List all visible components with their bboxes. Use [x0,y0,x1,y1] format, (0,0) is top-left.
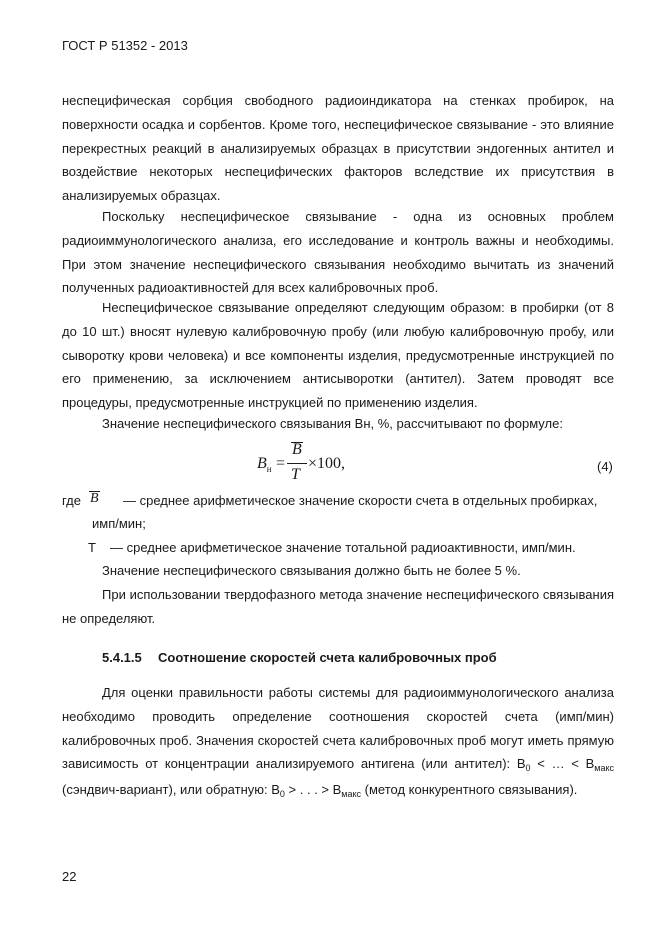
formula-fraction-bar [287,463,307,464]
where-definition-b: — среднее арифметическое значение скорости счета в отдельных пробирках, [123,493,598,508]
p7-subscript-max-b: макс [341,789,362,800]
formula-4 [250,441,410,493]
p7-subscript-max-a: макс [594,763,614,774]
document-code-header: ГОСТ Р 51352 - 2013 [62,38,188,53]
formula-lhs-symbol: B [257,455,267,472]
section-heading [102,650,497,665]
paragraph-count-rate-ratio [62,681,614,804]
formula-lhs-subscript: н [266,464,272,474]
formula-lhs [257,455,272,473]
paragraph-formula-intro: Значение неспецифического связывания Вн, %, рассчитывают по формуле: [102,416,563,431]
p7-subscript-0b: 0 [279,789,285,800]
formula-equals: = [276,455,286,472]
paragraph-nonspecific-binding-problem: Поскольку неспецифическое связывание - одна из основных проблем радиоиммунологического анализа, его исследование и контроль важны и необходимы. При этом значение неспецифического связывания необходимо вычитать из значений полученных радиоактивностей для всех калибровочных проб. [62,209,614,296]
formula-multiplier: ×100, [308,455,346,472]
p7-text-3: (сэндвич-вариант), или обратную: В [62,782,280,798]
formula-numerator: B [292,441,302,458]
where-definition-t: — среднее арифметическое значение тотальной радиоактивности, имп/мин. [110,540,576,555]
paragraph-binding-limit: Значение неспецифического связывания должно быть не более 5 %. [102,563,521,578]
section-number: 5.4.1.5 [102,650,142,665]
p7-subscript-0a: 0 [525,763,531,774]
paragraph-nonspecific-sorption: неспецифическая сорбция свободного радиоиндикатора на стенках пробирок, на поверхности осадка и сорбентов. Кроме того, неспецифическое связывание - это влияние перекрестных реакций в анализируемых образцах в присутствии эндогенных антител и воздействие некоторых неспецифических факторов вследствие их присутствия в анализируемых образцах. [62,93,614,204]
p7-text-4: > . . . > В [284,782,342,798]
formula-number: (4) [597,459,613,474]
p7-text-5: (метод конкурентного связывания). [361,782,578,798]
page-number: 22 [62,869,77,884]
paragraph-binding-procedure: Неспецифическое связывание определяют следующим образом: в пробирки (от 8 до 10 шт.) вносят нулевую калибровочную пробу (или любую калибровочную пробу, или сыворотку крови человека) и все компоненты изделия, предусмотренные инструкцией по его применению, за исключением антисыворотки (антител). Затем проводят все процедуры, предусмотренные инструкцией по применению изделия. [62,300,614,411]
where-symbol-b-mean: B [90,491,99,506]
where-label: где [62,493,81,508]
formula-denominator: T [291,466,300,483]
section-title: Соотношение скоростей счета калибровочных проб [158,650,497,665]
paragraph-solid-phase: При использовании твердофазного метода значение неспецифического связывания не определяют. [62,587,614,626]
where-symbol-t: T [88,540,96,555]
where-definition-b-unit: имп/мин; [92,516,146,531]
p7-text-2: < … < В [530,756,595,772]
p7-text-1: Для оценки правильности работы системы для радиоиммунологического анализа необходимо проводить определение соотношения скоростей счета (имп/мин) калибровочных проб. Значения скоростей счета калибровочных проб могут иметь прямую зависимость от концентрации анализируемого антигена (или антител): В [62,685,614,772]
